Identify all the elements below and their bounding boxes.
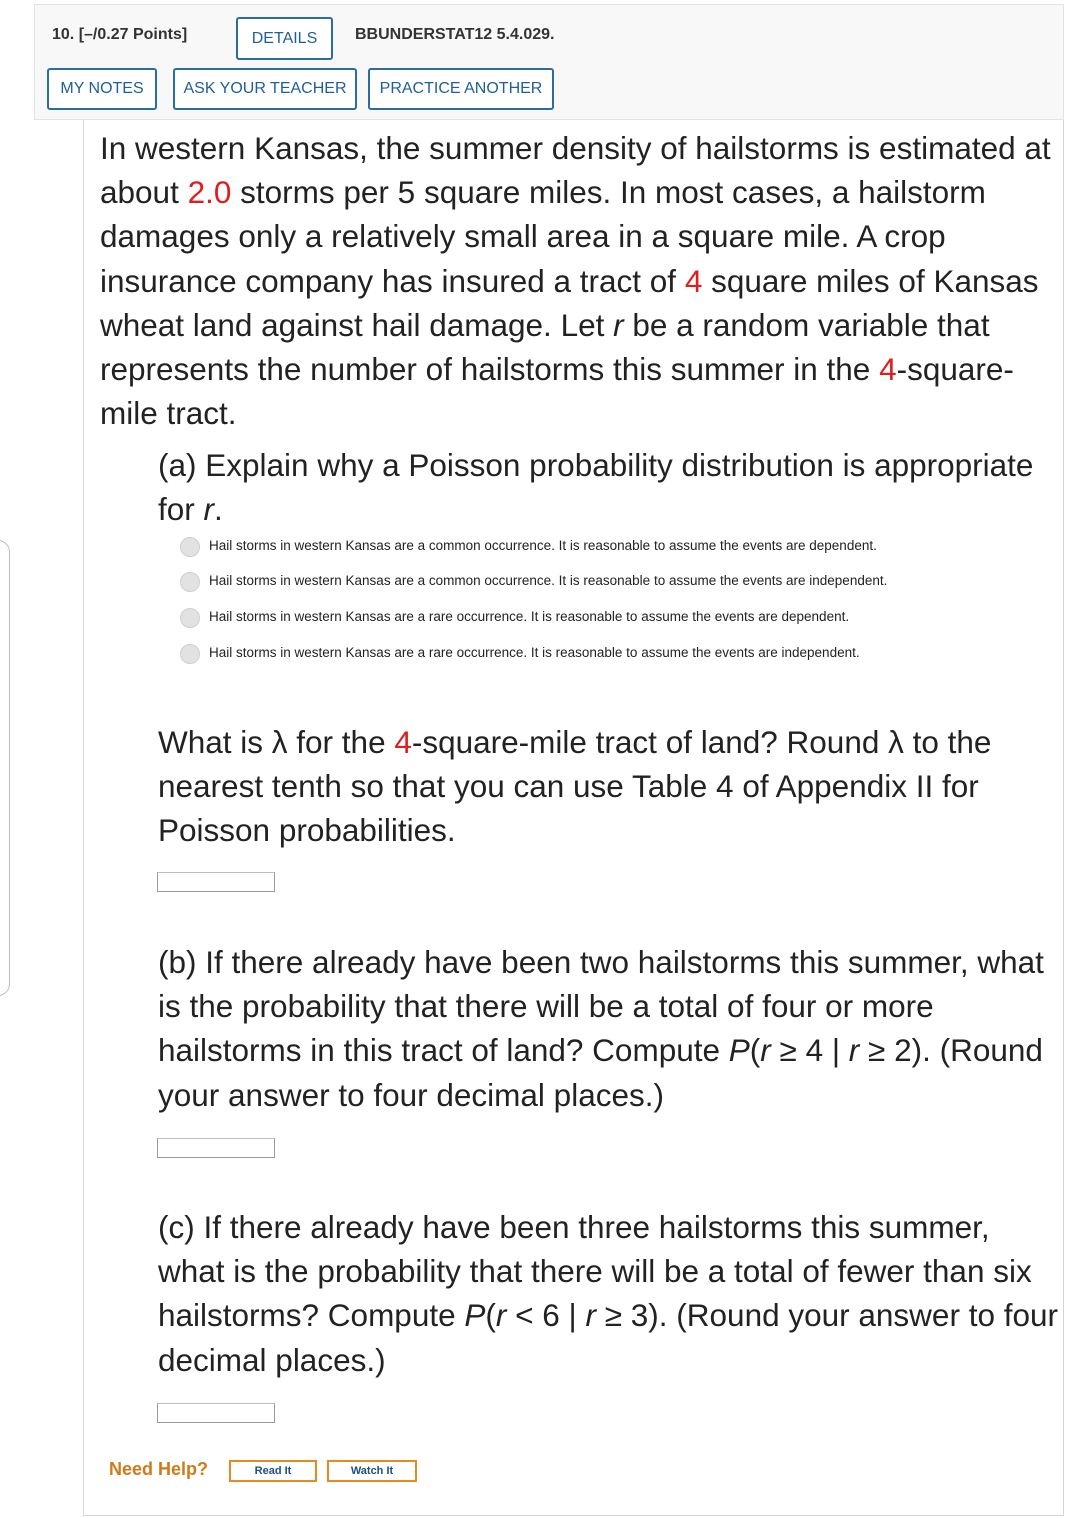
need-help-label: Need Help?	[109, 1459, 209, 1479]
my-notes-button[interactable]: MY NOTES	[47, 68, 157, 110]
area-value-3: 4	[394, 724, 412, 760]
option-label: Hail storms in western Kansas are a common occurrence. It is reasonable to assume the events are independent.	[209, 573, 888, 588]
watch-it-button[interactable]: Watch It	[327, 1460, 417, 1482]
lambda-symbol: λ	[888, 724, 904, 760]
radio-button[interactable]	[180, 572, 200, 592]
ask-teacher-button[interactable]: ASK YOUR TEACHER	[173, 68, 357, 110]
problem-intro: In western Kansas, the summer density of hailstorms is estimated at about 2.0 storms per 5 square miles. In most cases, a hailstorm damages only a relatively small area in a square mile. A crop insurance company has insured a tract of 4 square miles of Kansas wheat land against hail damage. Let r be a random variable that represents the number of hailstorms this summer in the 4-square-mile tract.	[100, 130, 1051, 432]
question-header	[34, 4, 1064, 120]
practice-another-button[interactable]: PRACTICE ANOTHER	[368, 68, 554, 110]
question-points-label: 10. [–/0.27 Points]	[52, 26, 188, 43]
lambda-answer-input[interactable]	[157, 872, 275, 892]
part-b-answer-input[interactable]	[157, 1138, 275, 1158]
part-b-question: (b) If there already have been two hailstorms this summer, what is the probability that there will be a total of four or more hailstorms in this tract of land? Compute P(r ≥ 4 | r ≥ 2). (Round your answer to four decimal places.)	[158, 944, 1044, 1113]
radio-button[interactable]	[180, 608, 200, 628]
area-value-2: 4	[879, 351, 897, 388]
part-a-question: (a) Explain why a Poisson probability distribution is appropriate for r.	[158, 447, 1034, 528]
details-button[interactable]: DETAILS	[236, 17, 333, 60]
option-label: Hail storms in western Kansas are a rare occurrence. It is reasonable to assume the events are dependent.	[209, 609, 850, 624]
part-c-answer-input[interactable]	[157, 1403, 275, 1423]
option-label: Hail storms in western Kansas are a rare occurrence. It is reasonable to assume the events are independent.	[209, 645, 860, 660]
option-label: Hail storms in western Kansas are a common occurrence. It is reasonable to assume the events are dependent.	[209, 538, 877, 553]
side-bracket-decoration	[0, 540, 10, 996]
part-c-question: (c) If there already have been three hailstorms this summer, what is the probability that there will be a total of fewer than six hailstorms? Compute P(r < 6 | r ≥ 3). (Round your answer to four decimal places.)	[158, 1209, 1058, 1378]
lambda-question: What is λ for the 4-square-mile tract of land? Round λ to the nearest tenth so that you can use Table 4 of Appendix II for Poisson probabilities.	[158, 724, 992, 849]
read-it-button[interactable]: Read It	[229, 1460, 317, 1482]
area-value: 4	[684, 262, 703, 299]
question-code: BBUNDERSTAT12 5.4.029.	[355, 26, 555, 43]
radio-button[interactable]	[180, 644, 200, 664]
density-value: 2.0	[187, 174, 232, 211]
lambda-symbol: λ	[271, 724, 288, 760]
radio-button[interactable]	[180, 537, 200, 557]
